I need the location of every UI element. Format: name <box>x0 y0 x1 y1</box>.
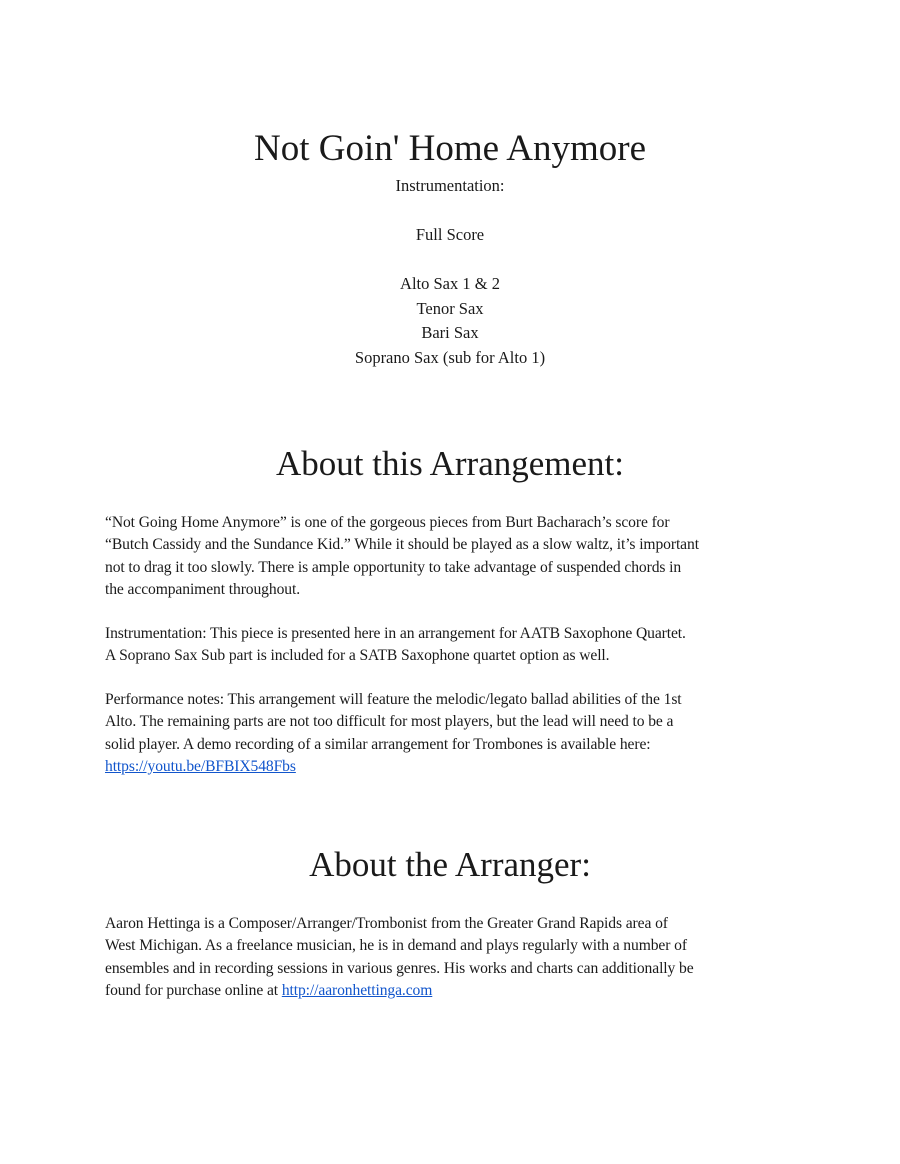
paragraph-line: the accompaniment throughout. <box>105 580 300 598</box>
instrument-item: Bari Sax <box>421 323 479 342</box>
about-arranger-heading: About the Arranger: <box>309 845 591 884</box>
paragraph-line: West Michigan. As a freelance musician, he is in demand and plays regularly with a number of <box>105 937 687 955</box>
about-arrangement-heading: About this Arrangement: <box>275 444 624 483</box>
page-title: Not Goin' Home Anymore <box>253 128 647 169</box>
paragraph-line: “Butch Cassidy and the Sundance Kid.” While it should be played as a slow waltz, it’s important <box>105 536 699 554</box>
paragraph-line: Performance notes: This arrangement will feature the melodic/legato ballad abilities of the 1st <box>105 691 682 708</box>
paragraph-line: A Soprano Sax Sub part is included for a SATB Saxophone quartet option as well. <box>105 647 610 665</box>
instrumentation-paragraph <box>105 623 805 668</box>
paragraph-line: “Not Going Home Anymore” is one of the gorgeous pieces from Burt Bacharach’s score for <box>105 514 670 531</box>
performance-notes-paragraph <box>105 689 805 778</box>
paragraph-line <box>105 980 805 1002</box>
instrumentation-label: Instrumentation: <box>395 176 505 195</box>
website-link[interactable]: http://aaronhettinga.com <box>281 981 433 999</box>
full-score-item: Full Score <box>415 225 485 244</box>
paragraph-line <box>105 756 805 778</box>
purchase-text: found for purchase online at <box>105 981 282 999</box>
paragraph-line: solid player. A demo recording of a similar arrangement for Trombones is available here: <box>105 735 651 753</box>
instrument-item: Tenor Sax <box>416 298 484 318</box>
instrument-list <box>0 272 900 370</box>
demo-recording-link[interactable]: https://youtu.be/BFBIX548Fbs <box>105 757 296 775</box>
arranger-bio-paragraph <box>105 913 805 1002</box>
arrangement-description-paragraph <box>105 512 805 601</box>
paragraph-line: Instrumentation: This piece is presented here in an arrangement for AATB Saxophone Quartet. <box>105 625 686 642</box>
paragraph-line: ensembles and in recording sessions in various genres. His works and charts can additionally be <box>105 959 694 977</box>
instrument-item: Alto Sax 1 & 2 <box>400 274 500 293</box>
paragraph-line: not to drag it too slowly. There is ample opportunity to take advantage of suspended chords in <box>105 558 682 576</box>
paragraph-line: Alto. The remaining parts are not too difficult for most players, but the lead will need to be a <box>105 713 674 731</box>
paragraph-line: Aaron Hettinga is a Composer/Arranger/Trombonist from the Greater Grand Rapids area of <box>105 915 668 932</box>
instrument-item: Soprano Sax (sub for Alto 1) <box>354 347 546 367</box>
